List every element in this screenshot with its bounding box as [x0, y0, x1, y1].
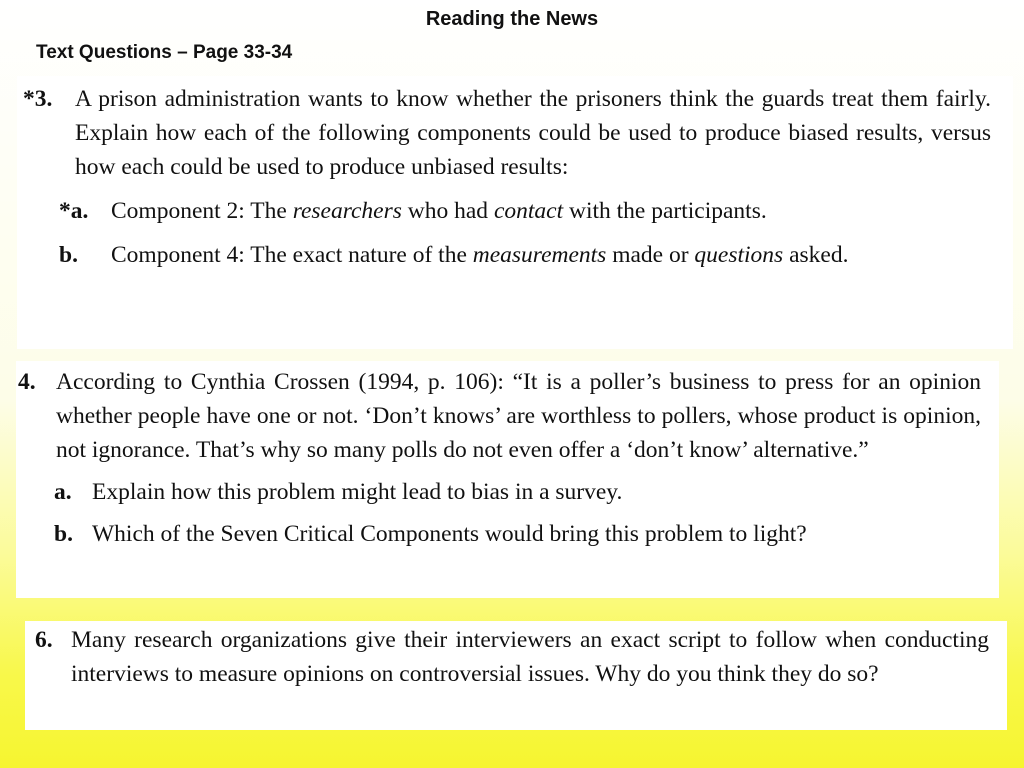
question-6	[25, 621, 1007, 691]
part-text-segment: who had	[401, 198, 494, 224]
part-text: Which of the Seven Critical Components would bring this problem to light?	[92, 521, 807, 547]
question-text: According to Cynthia Crossen (1994, p. 106): “It is a poller’s business to press for an opinion whether people have one or not. ‘Don’t knows’ are worthless to pollers, whose product is opinion, not ignorance. That’s why so many polls do not even offer a ‘don’t know’ alternative.”	[56, 369, 981, 463]
part-letter: b.	[59, 242, 78, 268]
question-number: 6.	[35, 627, 53, 653]
question-number: *3.	[23, 86, 53, 112]
question-3-part-b	[17, 238, 1013, 272]
part-text	[111, 194, 991, 228]
part-text-segment: contact	[493, 198, 564, 224]
part-text-segment: questions	[694, 242, 784, 268]
part-text-segment: made or	[606, 242, 695, 268]
part-letter: *a.	[59, 198, 89, 224]
part-text: Explain how this problem might lead to bias in a survey.	[92, 479, 623, 505]
part-letter: a.	[54, 479, 72, 505]
question-3	[17, 76, 1013, 184]
part-text-segment: measurements	[472, 242, 607, 268]
slide-subtitle: Text Questions – Page 33-34	[36, 42, 293, 63]
question-4-image	[16, 361, 999, 598]
question-3-image	[17, 76, 1013, 349]
question-text: A prison administration wants to know whether the prisoners think the guards treat them fairly. Explain how each of the following components could be used to produce biased results, versus how each could be used to produce unbiased results:	[75, 86, 991, 180]
part-text-segment: Component 2: The	[111, 198, 293, 224]
part-text-segment: with the participants.	[563, 198, 767, 224]
question-6-image	[25, 621, 1007, 730]
question-4-part-a	[16, 475, 999, 509]
question-4	[16, 361, 999, 467]
part-text-segment: Component 4: The exact nature of the	[111, 242, 473, 268]
part-text-segment: researchers	[292, 198, 402, 224]
question-4-part-b	[16, 517, 999, 551]
question-text: Many research organizations give their interviewers an exact script to follow when conducting interviews to measure opinions on controversial issues. Why do you think they do so?	[71, 627, 989, 687]
slide-title: Reading the News	[425, 8, 599, 30]
question-number: 4.	[18, 369, 36, 395]
part-text	[111, 238, 991, 272]
part-letter: b.	[54, 521, 73, 547]
question-3-part-a	[17, 194, 1013, 228]
part-text-segment: asked.	[783, 242, 849, 268]
